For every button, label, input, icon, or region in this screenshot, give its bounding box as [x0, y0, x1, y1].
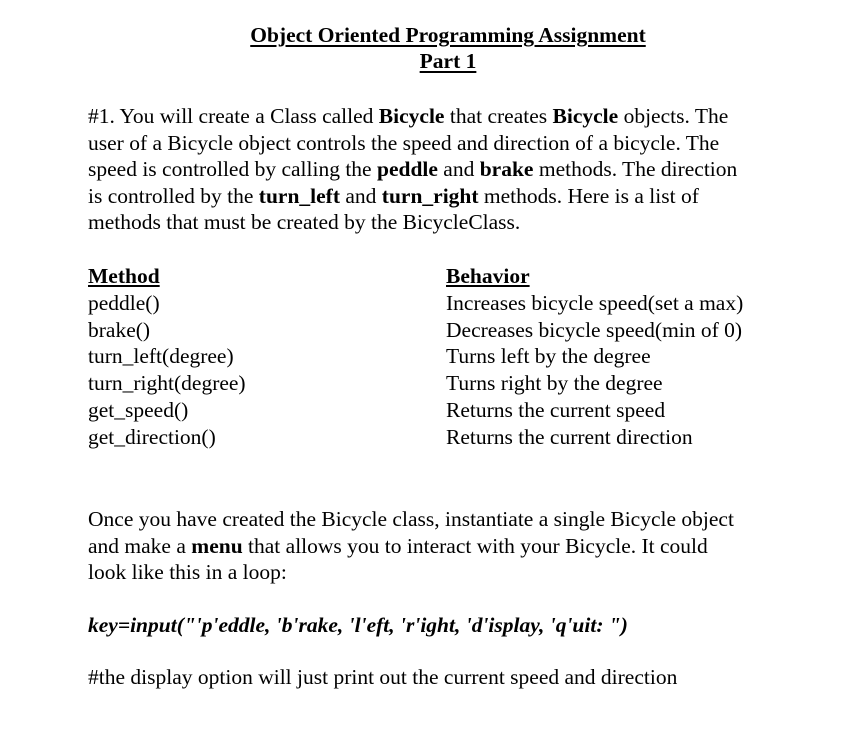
instructions-line: look like this in a loop:: [88, 560, 287, 585]
method-name: get_direction(): [88, 424, 216, 449]
method-column: [88, 263, 246, 451]
bold-term: turn_right: [381, 183, 479, 208]
instructions-line: Once you have created the Bicycle class, instantiate a single Bicycle object: [88, 507, 734, 531]
method-behavior: Turns left by the degree: [446, 344, 651, 369]
intro-line: is controlled by the turn_left and turn_right methods. Here is a list of: [88, 183, 699, 208]
method-name: get_speed(): [88, 397, 189, 422]
bold-term: brake: [479, 157, 534, 182]
method-name: brake(): [88, 317, 151, 342]
method-behavior: Turns right by the degree: [446, 371, 663, 396]
method-behavior: Increases bicycle speed(set a max): [446, 290, 744, 315]
comment-line: #the display option will just print out the current speed and direction: [88, 665, 678, 689]
assignment-title: Object Oriented Programming Assignment: [250, 23, 646, 47]
assignment-subtitle: Part 1: [419, 49, 477, 73]
method-name: turn_right(degree): [88, 371, 246, 396]
bold-term: turn_left: [258, 183, 340, 208]
method-behavior: Decreases bicycle speed(min of 0): [446, 317, 743, 342]
behavior-header: Behavior: [446, 264, 530, 288]
intro-line: user of a Bicycle object controls the speed and direction of a bicycle. The: [88, 130, 720, 155]
instructions-line: and make a menu that allows you to interact with your Bicycle. It could: [88, 533, 708, 558]
behavior-column: [446, 263, 743, 451]
code-example: key=input("'p'eddle, 'b'rake, 'l'eft, 'r'ight, 'd'isplay, 'q'uit: "): [88, 613, 628, 637]
intro-line: methods that must be created by the BicycleClass.: [88, 210, 521, 235]
intro-line: speed is controlled by calling the peddle and brake methods. The direction: [88, 157, 738, 182]
bold-term: Bicycle: [552, 104, 619, 128]
method-header: Method: [88, 264, 160, 288]
method-behavior: Returns the current speed: [446, 397, 666, 422]
method-name: peddle(): [88, 290, 160, 315]
method-behavior: Returns the current direction: [446, 424, 693, 449]
method-name: turn_left(degree): [88, 344, 234, 369]
bold-term: peddle: [376, 157, 438, 182]
bold-term: Bicycle: [378, 104, 445, 128]
bold-term: menu: [191, 533, 243, 558]
intro-paragraph: [88, 103, 828, 236]
instructions-paragraph: [88, 506, 828, 586]
intro-line: #1. You will create a Class called Bicycle that creates Bicycle objects. The: [88, 104, 729, 128]
